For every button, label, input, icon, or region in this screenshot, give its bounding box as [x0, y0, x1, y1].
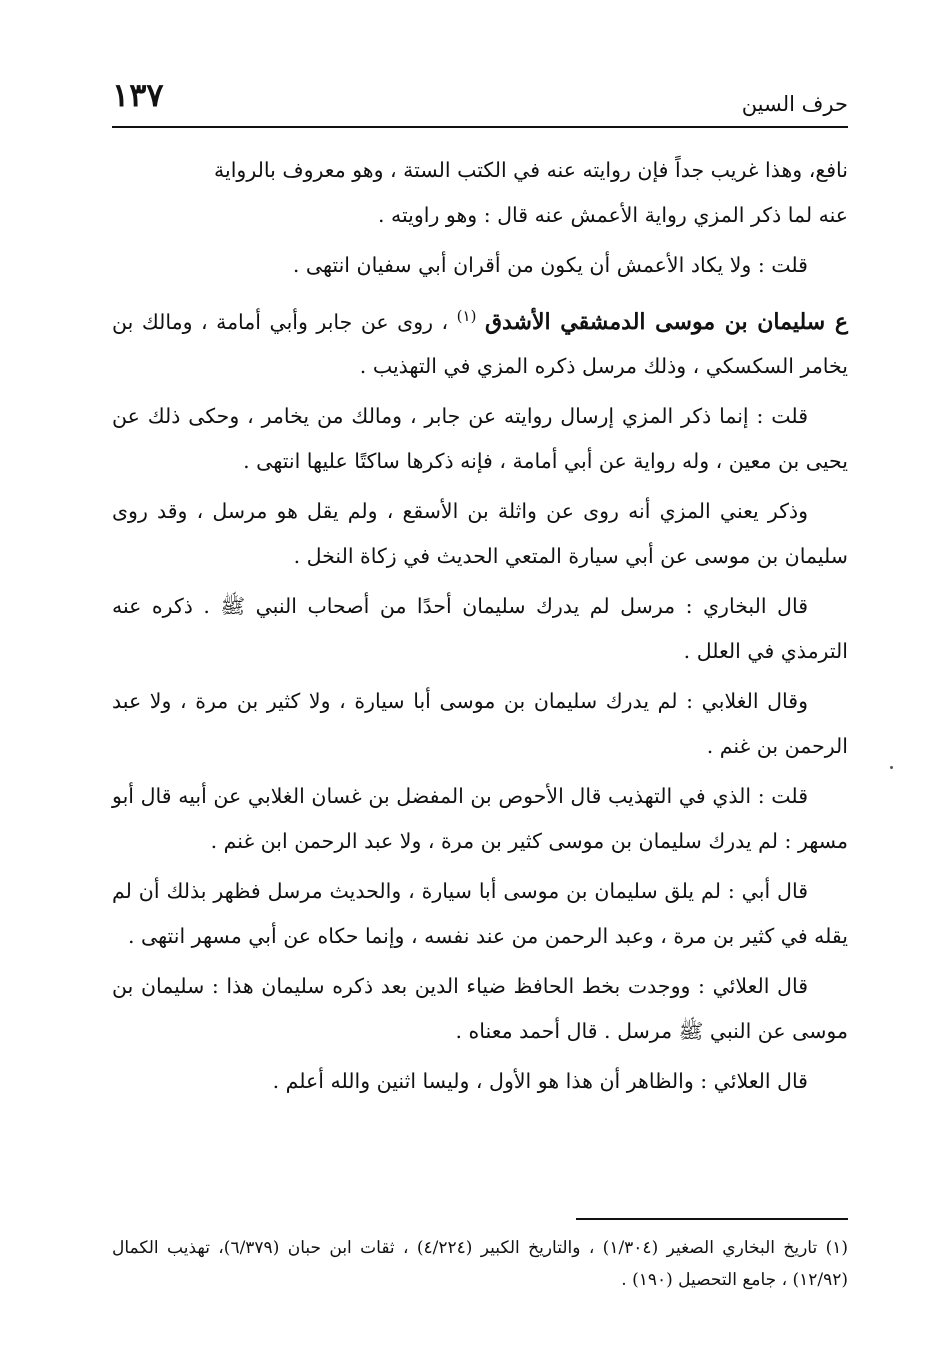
entry-text: ، روى عن جابر وأبي أمامة ، ومالك بن يخامر السكسكي ، وذلك مرسل ذكره المزي في التهذيب .: [112, 309, 848, 378]
footnote-1: (١) تاريخ البخاري الصغير (١/٣٠٤) ، والتاريخ الكبير (٤/٢٢٤) ، ثقات ابن حبان (٦/٣٧٩)، تهذيب الكمال (١٢/٩٢) ، جامع التحصيل (١٩٠) .: [112, 1238, 848, 1290]
footnote-marker: (١): [456, 306, 477, 325]
page-number: ١٣٧: [112, 76, 164, 114]
running-head: حرف السين: [741, 92, 848, 116]
paragraph-9: قال أبي : لم يلق سليمان بن موسى أبا سيارة ، والحديث مرسل فظهر بذلك أن لم يقله في كثير بن مرة ، وعبد الرحمن من عند نفسه ، وإنما حكاه عن أبي مسهر انتهى .: [112, 879, 848, 948]
paragraph-7: وقال الغلابي : لم يدرك سليمان بن موسى أبا سيارة ، ولا كثير بن مرة ، ولا عبد الرحمن بن غنم .: [112, 689, 848, 758]
margin-dot: [890, 766, 893, 769]
main-text: [112, 148, 848, 1110]
header-rule: [112, 126, 848, 128]
paragraph-1: [112, 148, 848, 237]
footnotes: [112, 1232, 848, 1296]
footnote-rule: [576, 1218, 848, 1220]
paragraph-3-entry: [112, 294, 848, 389]
paragraph-11: قال العلائي : والظاهر أن هذا هو الأول ، وليسا اثنين والله أعلم .: [272, 1069, 808, 1094]
page-header: [112, 70, 848, 126]
entry-heading: ع سليمان بن موسى الدمشقي الأشدق: [484, 308, 848, 335]
paragraph-5: وذكر يعني المزي أنه روى عن واثلة بن الأسقع ، ولم يقل هو مرسل ، وقد روى سليمان بن موسى عن أبي سيارة المتعي الحديث في زكاة النخل .: [112, 499, 848, 568]
paragraph-4: قلت : إنما ذكر المزي إرسال روايته عن جابر ، ومالك من يخامر ، وحكى ذلك عن يحيى بن معين ، وله رواية عن أبي أمامة ، فإنه ذكرها ساكتًا عليها انتهى .: [112, 404, 848, 473]
paragraph-10: قال العلائي : ووجدت بخط الحافظ ضياء الدين بعد ذكره سليمان هذا : سليمان بن موسى عن النبي ﷺ مرسل . قال أحمد معناه .: [112, 974, 848, 1043]
paragraph-8: قلت : الذي في التهذيب قال الأحوص بن المفضل بن غسان الغلابي عن أبيه قال أبو مسهر : لم يدرك سليمان بن موسى كثير بن مرة ، ولا عبد الرحمن ابن غنم .: [112, 784, 848, 853]
paragraph-1-line-1: نافع، وهذا غريب جداً فإن روايته عنه في الكتب الستة ، وهو معروف بالرواية: [214, 158, 848, 182]
paragraph-6: قال البخاري : مرسل لم يدرك سليمان أحدًا من أصحاب النبي ﷺ . ذكره عنه الترمذي في العلل .: [112, 594, 848, 663]
paragraph-1-line-2: عنه لما ذكر المزي رواية الأعمش عنه قال : وهو راويته .: [377, 202, 848, 227]
paragraph-2: قلت : ولا يكاد الأعمش أن يكون من أقران أبي سفيان انتهى .: [292, 253, 808, 277]
